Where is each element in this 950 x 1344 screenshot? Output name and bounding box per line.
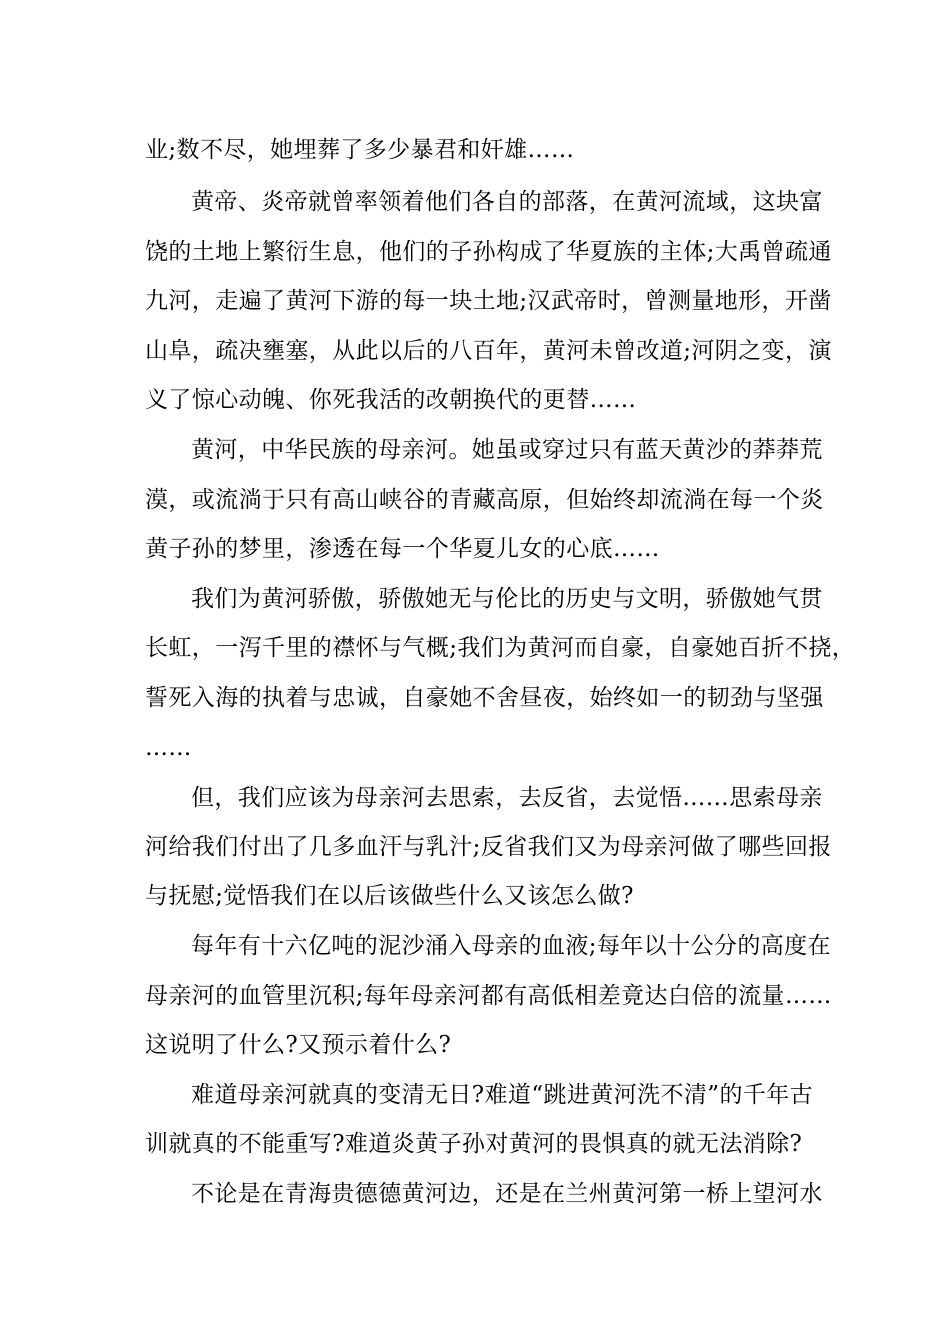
- text-line: 誓死入海的执着与忠诚，自豪她不舍昼夜，始终如一的韧劲与坚强: [145, 685, 824, 711]
- text-line: 不论是在青海贵德德黄河边，还是在兰州黄河第一桥上望河水: [191, 1181, 823, 1207]
- text-line: 母亲河的血管里沉积;每年母亲河都有高低相差竟达白倍的流量……: [145, 983, 832, 1009]
- text-line: 义了惊心动魄、你死我活的改朝换代的更替……: [145, 387, 637, 413]
- text-line: 黄帝、炎帝就曾率领着他们各自的部落，在黄河流域，这块富: [191, 189, 823, 215]
- text-line: 黄河，中华民族的母亲河。她虽或穿过只有蓝天黄沙的莽莽荒: [191, 437, 823, 463]
- text-line: 山阜，疏决壅塞，从此以后的八百年，黄河未曾改道;河阴之变，演: [145, 338, 832, 364]
- text-line: 每年有十六亿吨的泥沙涌入母亲的血液;每年以十公分的高度在: [191, 933, 831, 959]
- text-line: 业;数不尽，她埋葬了多少暴君和奸雄……: [145, 137, 575, 163]
- text-line: 河给我们付出了几多血汗与乳汁;反省我们又为母亲河做了哪些回报: [145, 834, 832, 860]
- text-line: 长虹，一泻千里的襟怀与气概;我们为黄河而自豪，自豪她百折不挠，: [145, 635, 856, 661]
- text-line: 漠，或流淌于只有高山峡谷的青藏高原，但始终却流淌在每一个炎: [145, 487, 824, 513]
- text-line: ……: [145, 735, 192, 761]
- text-line: 九河，走遍了黄河下游的每一块土地;汉武帝时，曾测量地形，开凿: [145, 288, 832, 314]
- text-line: 这说明了什么?又预示着什么?: [145, 1032, 452, 1058]
- text-line: 黄子孙的梦里，渗透在每一个华夏儿女的心底……: [145, 536, 660, 562]
- text-line: 训就真的不能重写?难道炎黄子孙对黄河的畏惧真的就无法消除?: [145, 1131, 803, 1157]
- text-line: 但，我们应该为母亲河去思索，去反省，去觉悟……思索母亲: [191, 785, 823, 811]
- text-line: 难道母亲河就真的变清无日?难道“跳进黄河洗不清”的千年古: [191, 1082, 814, 1108]
- text-line: 我们为黄河骄傲，骄傲她无与伦比的历史与文明，骄傲她气贯: [191, 586, 823, 612]
- text-line: 饶的土地上繁衍生息，他们的子孙构成了华夏族的主体;大禹曾疏通: [145, 239, 832, 265]
- text-line: 与抚慰;觉悟我们在以后该做些什么又该怎么做?: [145, 883, 634, 909]
